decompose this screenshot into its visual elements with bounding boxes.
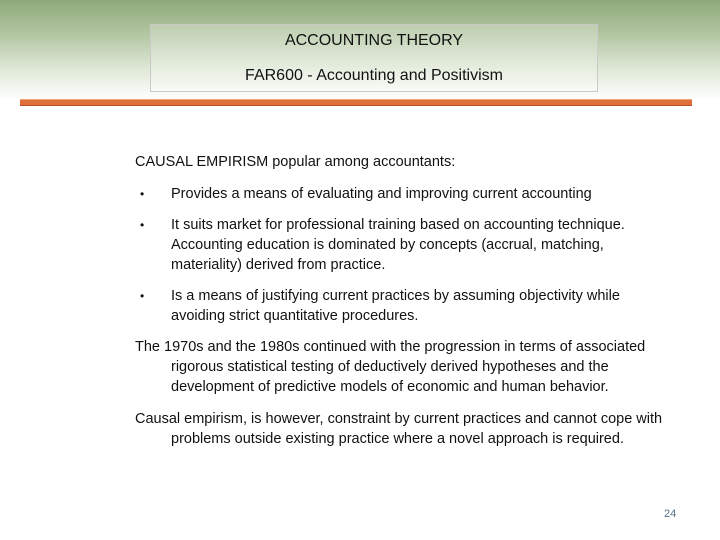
paragraph: Causal empirism, is however, constraint by current practices and cannot cope with problems outside existing practice where a novel approach is required. bbox=[135, 411, 663, 447]
bullet-icon: • bbox=[140, 218, 145, 232]
intro-line: CAUSAL EMPIRISM popular among accountants: bbox=[135, 154, 456, 170]
bullet-text: Provides a means of evaluating and improving current accounting bbox=[171, 186, 592, 202]
divider-rule bbox=[20, 99, 692, 106]
slide-title: ACCOUNTING THEORY bbox=[284, 32, 464, 49]
paragraph: The 1970s and the 1980s continued with the progression in terms of associated rigorous statistical testing of deductively derived hypotheses and the development of predictive models of economic and human behavior. bbox=[135, 339, 646, 395]
bullet-text: Is a means of justifying current practices by assuming objectivity while avoiding strict quantitative procedures. bbox=[171, 288, 620, 324]
bullet-text: It suits market for professional training based on accounting technique. Accounting education is dominated by concepts (accrual, matching, materiality) derived from practice. bbox=[171, 217, 625, 273]
bullet-item bbox=[135, 184, 675, 204]
bullet-item bbox=[135, 286, 675, 326]
bullet-icon: • bbox=[140, 187, 145, 201]
bullet-icon: • bbox=[140, 289, 145, 303]
title-box bbox=[150, 24, 598, 92]
page-number: 24 bbox=[664, 508, 677, 520]
slide-subtitle: FAR600 - Accounting and Positivism bbox=[245, 67, 503, 84]
bullet-item bbox=[135, 215, 675, 275]
slide-content bbox=[135, 152, 675, 449]
